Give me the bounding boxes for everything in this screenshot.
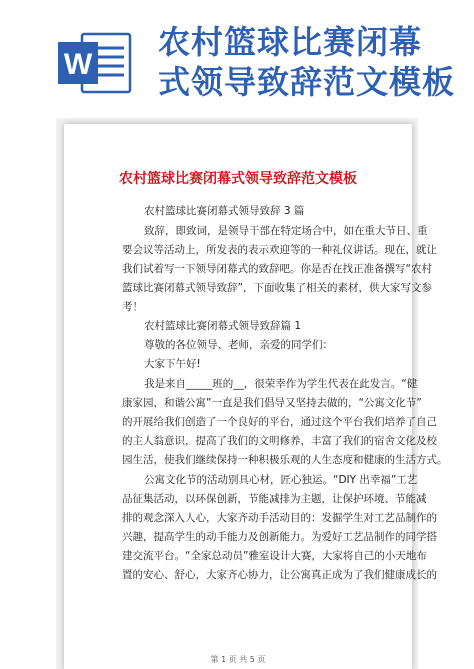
doc-line: 大家下午好! [144,358,201,370]
word-icon-letter: W [63,48,93,81]
page-footer: 第 1 页 共 5 页 [210,655,266,664]
doc-line: 公寓文化节的活动别具心材，匠心独运。“DIY 出幸福”工艺 [144,474,418,486]
doc-line: 我们试着写一下领导闭幕式的致辞吧。你是否在找正准备撰写“农村 [122,263,432,275]
doc-line: 排的观念深入人心，大家齐动手活动目的：发掘学生对工艺品制作的 [122,512,437,524]
doc-line: 我是来自_____班的__，很荣幸作为学生代表在此发言。“健 [144,378,418,390]
doc-line: 农村篮球比赛闭幕式领导致辞 3 篇 [144,205,305,217]
doc-line: 致辞，即致词，是领导干部在特定场合中，如在重大节日、重 [144,225,428,237]
document-page [64,124,448,669]
banner-title-line-1: 农村篮球比赛闭幕 [158,23,423,61]
word-document-icon [58,32,132,94]
banner-title-line-2: 式领导致辞范文模板 [158,63,456,101]
doc-line: 要会议等活动上，所发表的表示欢迎等的一种礼仪讲话。现在，就让 [122,244,437,256]
doc-line: 兴趣，提高学生的动手能力及创新能力。为爱好工艺品制作的同学搭 [122,531,437,543]
doc-line: 品征集活动，以环保创新，节能减排为主题，让保护环境、节能减 [122,493,427,505]
doc-line: 尊敬的各位领导、老师，亲爱的同学们： [144,339,333,351]
doc-line: 农村篮球比赛闭幕式领导致辞篇 1 [144,320,302,332]
doc-line: 的主人翁意识，提高了我们的文明修养，丰富了我们的宿舍文化及校 [122,435,437,447]
doc-line: 建交流平台。“全家总动员”雅室设计大赛，大家将自己的小天地布 [122,550,427,562]
doc-line: 置的安心、舒心，大家齐心协力，让公寓真正成为了我们健康成长的 [122,569,437,581]
doc-line: 的开展给我们创造了一个良好的平台，通过这个平台我们培养了自己 [122,416,437,428]
doc-line: 园生活，使我们继续保持一种积极乐观的人生态度和健康的生活方式。 [122,454,448,466]
doc-line: 康家园，和谐公寓”一直是我们倡导又坚持去做的，“公寓文化节” [122,397,422,409]
banner [0,0,474,120]
doc-line: 考！ [122,301,143,313]
document-title: 农村篮球比赛闭幕式领导致辞范文模板 [119,171,357,187]
doc-line: 篮球比赛闭幕式领导致辞”，下面收集了相关的素材，供大家写文参 [122,282,432,294]
banner-title [158,22,458,102]
